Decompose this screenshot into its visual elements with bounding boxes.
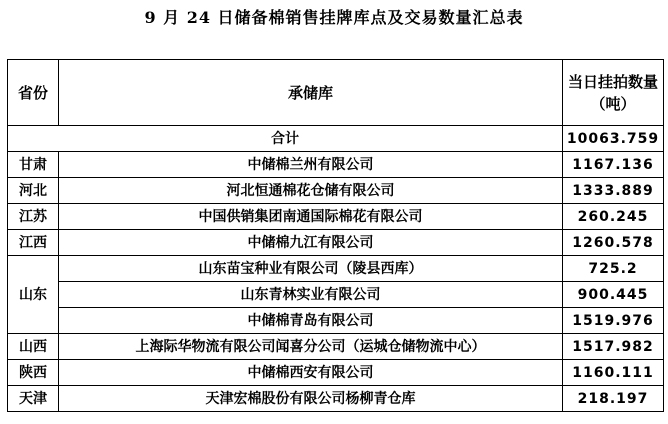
warehouse-cell: 上海际华物流有限公司闻喜分公司（运城仓储物流中心） [59,334,563,360]
header-province: 省份 [8,60,59,126]
province-cell: 河北 [8,178,59,204]
quantity-cell: 1519.976 [563,308,664,334]
warehouse-cell: 山东苗宝种业有限公司（陵县西库） [59,256,563,282]
warehouse-cell: 中储棉九江有限公司 [59,230,563,256]
header-quantity: 当日挂拍数量（吨） [563,60,664,126]
province-cell: 山东 [8,256,59,334]
warehouse-cell: 河北恒通棉花仓储有限公司 [59,178,563,204]
warehouse-cell: 中储棉青岛有限公司 [59,308,563,334]
quantity-cell: 900.445 [563,282,664,308]
table-row [8,152,664,178]
province-cell: 陕西 [8,360,59,386]
table-row [8,334,664,360]
province-cell: 江西 [8,230,59,256]
table-row [8,282,664,308]
quantity-cell: 1260.578 [563,230,664,256]
table-row [8,256,664,282]
province-cell: 天津 [8,386,59,412]
table-row [8,308,664,334]
page-title: 9 月 24 日储备棉销售挂牌库点及交易数量汇总表 [144,8,524,27]
warehouse-cell: 中储棉西安有限公司 [59,360,563,386]
quantity-cell: 1167.136 [563,152,664,178]
quantity-cell: 1333.889 [563,178,664,204]
quantity-cell: 1517.982 [563,334,664,360]
total-value: 10063.759 [563,126,664,152]
header-warehouse: 承储库 [59,60,563,126]
summary-table [7,59,664,412]
warehouse-cell: 山东青林实业有限公司 [59,282,563,308]
warehouse-cell: 中国供销集团南通国际棉花有限公司 [59,204,563,230]
quantity-cell: 1160.111 [563,360,664,386]
province-cell: 甘肃 [8,152,59,178]
quantity-cell: 260.245 [563,204,664,230]
warehouse-cell: 天津宏棉股份有限公司杨柳青仓库 [59,386,563,412]
table-row [8,204,664,230]
table-row [8,178,664,204]
province-cell: 江苏 [8,204,59,230]
province-cell: 山西 [8,334,59,360]
total-row [8,126,664,152]
table-row [8,230,664,256]
quantity-cell: 725.2 [563,256,664,282]
table-row [8,386,664,412]
table-row [8,360,664,386]
total-label: 合计 [8,126,563,152]
quantity-cell: 218.197 [563,386,664,412]
warehouse-cell: 中储棉兰州有限公司 [59,152,563,178]
header-row [8,60,664,126]
